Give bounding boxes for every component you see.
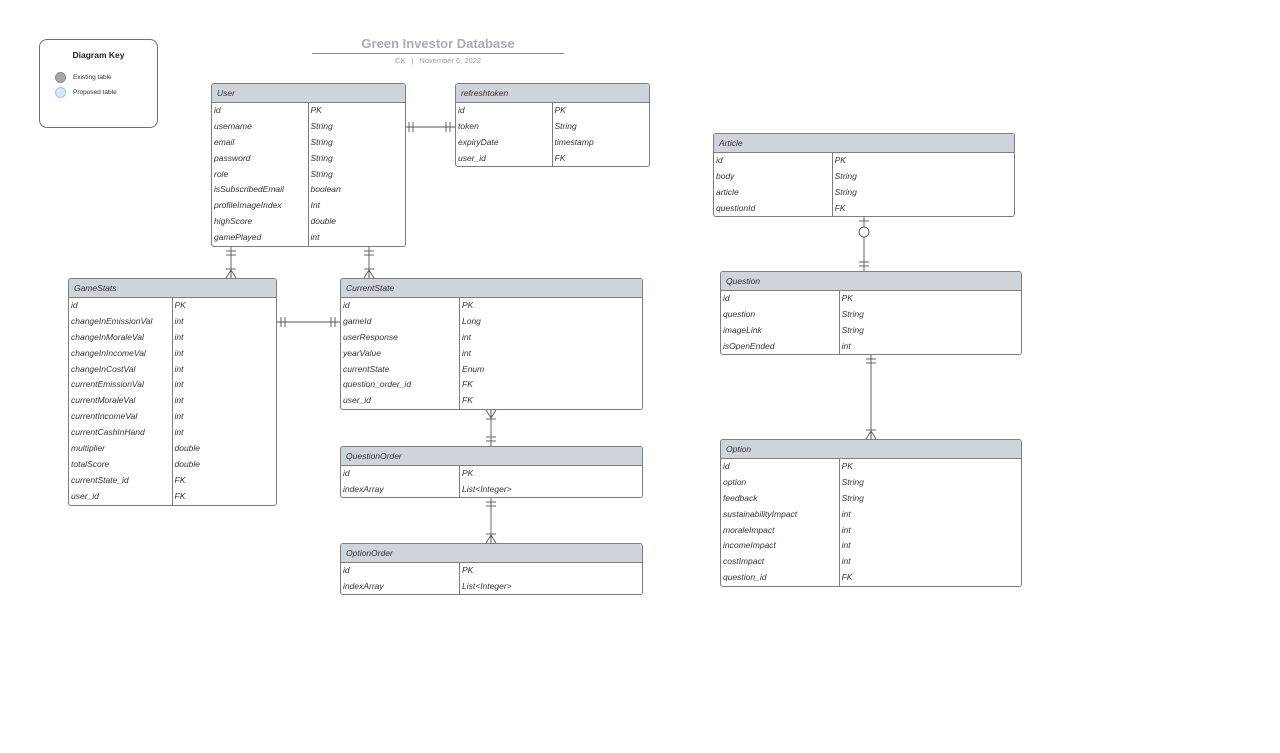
field-type: PK (554, 105, 566, 115)
table-row (69, 473, 276, 489)
rel-option-many (866, 431, 871, 439)
diagram-title: Green Investor Database (361, 36, 515, 51)
field-type: double (310, 216, 337, 227)
table-row (69, 425, 276, 441)
rel-option-many (871, 431, 876, 439)
table-questionorder[interactable] (340, 446, 643, 498)
field-name: id (341, 563, 460, 579)
field-type: FK (841, 572, 853, 583)
table-row (456, 135, 649, 151)
table-row (721, 523, 1021, 539)
key-title: Diagram Key (72, 50, 125, 60)
field-type: int (174, 347, 184, 358)
table-row (69, 314, 276, 330)
table-header: Article (714, 134, 1014, 153)
table-row (341, 563, 642, 579)
author: CK (394, 56, 406, 65)
field-name: isOpenEnded (721, 339, 840, 355)
field-name: id (721, 291, 840, 307)
field-name: currentCashInHand (69, 425, 173, 441)
field-name: expiryDate (456, 135, 553, 151)
field-name: currentState (341, 362, 460, 378)
field-name: article (714, 185, 833, 201)
field-type: int (174, 395, 184, 406)
table-row (721, 459, 1021, 475)
field-name: indexArray (341, 579, 460, 595)
table-row (341, 579, 642, 595)
rel-currentstate-qo-many (486, 410, 491, 418)
field-type: int (174, 411, 184, 422)
field-type: String (310, 168, 333, 179)
field-name: token (456, 119, 553, 135)
table-currentstate[interactable] (340, 278, 643, 410)
field-type: double (174, 443, 201, 454)
table-row (341, 330, 642, 346)
table-row (714, 153, 1014, 169)
field-type: List<Integer> (462, 483, 512, 494)
field-name: id (456, 103, 553, 119)
table-row (341, 314, 642, 330)
field-name: currentIncomeVal (69, 409, 173, 425)
field-type: String (310, 136, 333, 147)
field-name: id (341, 466, 460, 482)
table-row (212, 135, 405, 151)
table-header: CurrentState (341, 279, 642, 298)
table-row (69, 457, 276, 473)
field-name: option (721, 475, 840, 491)
field-name: changeInEmissionVal (69, 314, 173, 330)
field-name: costImpact (721, 554, 840, 570)
rel-currentstate-qo-many (491, 410, 496, 418)
table-row (69, 377, 276, 393)
field-type: List<Integer> (462, 580, 512, 591)
field-type: PK (310, 105, 322, 115)
field-name: yearValue (341, 346, 460, 362)
table-row (69, 330, 276, 346)
field-name: userResponse (341, 330, 460, 346)
field-type: PK (462, 565, 474, 575)
table-row (714, 169, 1014, 185)
field-name: changeInIncomeVal (69, 346, 173, 362)
table-row (456, 103, 649, 119)
field-name: highScore (212, 214, 309, 230)
field-name: profileImageIndex (212, 198, 309, 214)
field-name: changeInMoraleVal (69, 330, 173, 346)
field-name: gameId (341, 314, 460, 330)
rel-currentstate-many (369, 270, 374, 278)
table-article[interactable] (713, 133, 1015, 217)
table-row (721, 339, 1021, 355)
field-name: isSubscribedEmail (212, 182, 309, 198)
table-row (341, 482, 642, 498)
field-type: int (310, 232, 320, 243)
table-header: refreshtoken (456, 84, 649, 103)
field-name: changeInCostVal (69, 362, 173, 378)
field-type: boolean (310, 184, 341, 195)
table-optionorder[interactable] (340, 543, 643, 595)
table-row (212, 230, 405, 246)
field-type: Int (310, 200, 320, 211)
table-row (456, 119, 649, 135)
field-type: String (841, 476, 864, 487)
table-row (69, 441, 276, 457)
field-type: int (174, 379, 184, 390)
table-row (212, 103, 405, 119)
field-name: id (212, 103, 309, 119)
field-type: int (462, 347, 471, 358)
field-type: String (310, 152, 333, 163)
table-header: Option (721, 440, 1021, 459)
date: November 6, 2022 (419, 56, 482, 65)
field-name: gamePlayed (212, 230, 309, 246)
field-type: String (834, 186, 857, 197)
key-label: Existing table (73, 73, 112, 81)
table-row (456, 151, 649, 167)
field-name: body (714, 169, 833, 185)
field-name: currentEmissionVal (69, 377, 173, 393)
field-type: String (841, 308, 864, 319)
key-label: Proposed table (73, 88, 117, 96)
field-type: String (310, 120, 333, 131)
table-row (341, 346, 642, 362)
field-type: PK (841, 461, 853, 471)
field-type: int (841, 556, 851, 567)
field-type: int (174, 427, 184, 438)
field-type: int (841, 340, 851, 351)
field-name: questionId (714, 201, 833, 217)
field-type: PK (462, 300, 474, 310)
rel-gamestats-many (231, 270, 236, 278)
field-name: sustainabilityImpact (721, 507, 840, 523)
field-name: id (721, 459, 840, 475)
field-name: username (212, 119, 309, 135)
field-type: PK (462, 468, 474, 478)
field-name: user_id (69, 489, 173, 505)
table-row (341, 466, 642, 482)
field-name: imageLink (721, 323, 840, 339)
table-header: User (212, 84, 405, 103)
rel-optionorder-many (486, 535, 491, 543)
table-row (69, 409, 276, 425)
table-header: GameStats (69, 279, 276, 298)
field-type: timestamp (554, 136, 594, 147)
table-row (341, 377, 642, 393)
field-name: feedback (721, 491, 840, 507)
field-type: String (834, 170, 857, 181)
field-type: double (174, 458, 201, 469)
field-type: int (174, 331, 184, 342)
table-row (212, 182, 405, 198)
table-row (721, 554, 1021, 570)
field-name: totalScore (69, 457, 173, 473)
table-row (721, 291, 1021, 307)
table-row (714, 201, 1014, 217)
table-row (721, 570, 1021, 586)
table-row (212, 119, 405, 135)
field-type: int (841, 508, 851, 519)
rel-gamestats-many (226, 270, 231, 278)
subtitle-separator: | (411, 56, 414, 65)
table-question[interactable] (720, 271, 1022, 355)
table-row (341, 362, 642, 378)
field-name: incomeImpact (721, 538, 840, 554)
field-name: question_id (721, 570, 840, 586)
field-type: String (554, 120, 577, 131)
field-name: user_id (341, 393, 460, 409)
table-refreshtoken[interactable] (455, 83, 650, 167)
field-type: int (841, 540, 851, 551)
table-row (212, 198, 405, 214)
field-name: id (714, 153, 833, 169)
field-name: email (212, 135, 309, 151)
table-option[interactable] (720, 439, 1022, 587)
table-row (212, 214, 405, 230)
field-type: FK (462, 395, 473, 406)
table-header: QuestionOrder (341, 447, 642, 466)
table-row (212, 167, 405, 183)
table-row (721, 538, 1021, 554)
table-row (341, 393, 642, 409)
field-name: currentState_id (69, 473, 173, 489)
field-type: String (841, 492, 864, 503)
field-name: currentMoraleVal (69, 393, 173, 409)
field-name: question_order_id (341, 377, 460, 393)
field-type: FK (174, 474, 186, 485)
table-row (721, 507, 1021, 523)
field-type: PK (174, 300, 186, 310)
table-row (69, 298, 276, 314)
table-header: Question (721, 272, 1021, 291)
field-type: PK (841, 293, 853, 303)
field-type: FK (554, 152, 566, 163)
field-type: PK (834, 155, 846, 165)
table-row (714, 185, 1014, 201)
field-name: password (212, 151, 309, 167)
table-row (721, 307, 1021, 323)
field-type: String (841, 324, 864, 335)
field-type: int (462, 331, 471, 342)
field-name: question (721, 307, 840, 323)
field-name: role (212, 167, 309, 183)
table-row (341, 298, 642, 314)
table-row (721, 475, 1021, 491)
field-type: Long (462, 315, 481, 326)
table-gamestats[interactable] (68, 278, 277, 506)
field-type: FK (462, 379, 473, 390)
table-user[interactable] (211, 83, 406, 247)
field-type: int (841, 524, 851, 535)
field-name: id (69, 298, 173, 314)
table-row (69, 489, 276, 505)
table-row (721, 491, 1021, 507)
field-name: id (341, 298, 460, 314)
field-type: Enum (462, 363, 485, 374)
field-name: user_id (456, 151, 553, 167)
table-row (69, 393, 276, 409)
rel-article-zero (859, 227, 869, 237)
rel-currentstate-many (364, 270, 369, 278)
field-type: int (174, 315, 184, 326)
field-name: multiplier (69, 441, 173, 457)
table-row (69, 362, 276, 378)
field-name: moraleImpact (721, 523, 840, 539)
table-row (69, 346, 276, 362)
rel-optionorder-many (491, 535, 496, 543)
table-header: OptionOrder (341, 544, 642, 563)
field-type: FK (834, 202, 846, 213)
table-row (212, 151, 405, 167)
field-type: FK (174, 490, 186, 501)
field-name: indexArray (341, 482, 460, 498)
field-type: int (174, 363, 184, 374)
table-row (721, 323, 1021, 339)
